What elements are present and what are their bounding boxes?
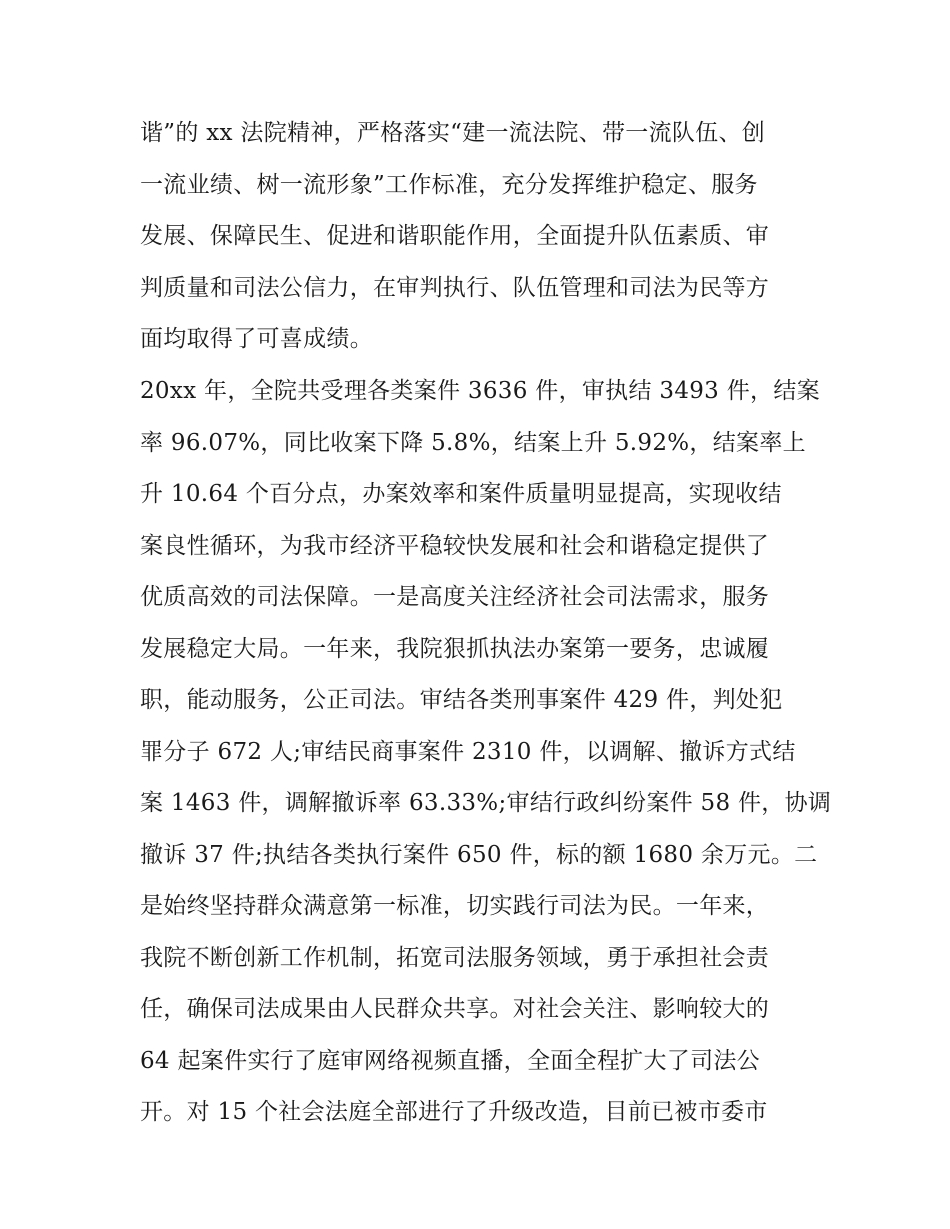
paragraph-2 [140,366,832,1139]
text-line: 发展、保障民生、促进和谐职能作用，全面提升队伍素质、审 [140,223,770,249]
text-line: 案良性循环，为我市经济平稳较快发展和社会和谐稳定提供了 [140,532,770,559]
text-line: 撤诉 37 件;执结各类执行案件 650 件，标的额 1680 余万元。二 [140,841,818,868]
text-line: 谐”的 xx 法院精神，严格落实“建一流法院、带一流队伍、创 [140,120,766,146]
text-line: 升 10.64 个百分点，办案效率和案件质量明显提高，实现收结 [140,481,782,507]
text-line: 一流业绩、树一流形象”工作标准，充分发挥维护稳定、服务 [140,171,758,198]
text-line: 任，确保司法成果由人民群众共享。对社会关注、影响较大的 [140,996,770,1022]
text-line: 案 1463 件，调解撤诉率 63.33%;审结行政纠纷案件 58 件，协调 [140,790,832,816]
text-line: 优质高效的司法保障。一是高度关注经济社会司法需求，服务 [140,584,770,610]
text-line: 20xx 年，全院共受理各类案件 3636 件，审执结 3493 件，结案 [140,378,820,404]
paragraph-1 [140,108,820,366]
text-line: 是始终坚持群众满意第一标准，切实践行司法为民。一年来， [140,893,770,919]
text-line: 64 起案件实行了庭审网络视频直播，全面全程扩大了司法公 [140,1047,760,1074]
text-line: 罪分子 672 人;审结民商事案件 2310 件，以调解、撤诉方式结 [140,738,796,765]
text-line: 我院不断创新工作机制，拓宽司法服务领域，勇于承担社会责 [140,944,770,971]
text-line: 面均取得了可喜成绩。 [140,326,373,352]
text-line: 开。对 15 个社会法庭全部进行了升级改造，目前已被市委市 [140,1099,768,1125]
text-line: 发展稳定大局。一年来，我院狠抓执法办案第一要务，忠诚履 [140,635,770,662]
text-line: 判质量和司法公信力，在审判执行、队伍管理和司法为民等方 [140,274,770,301]
text-line: 率 96.07%，同比收案下降 5.8%，结案上升 5.92%，结案率上 [140,429,806,456]
text-line: 职，能动服务，公正司法。审结各类刑事案件 429 件，判处犯 [140,687,783,713]
